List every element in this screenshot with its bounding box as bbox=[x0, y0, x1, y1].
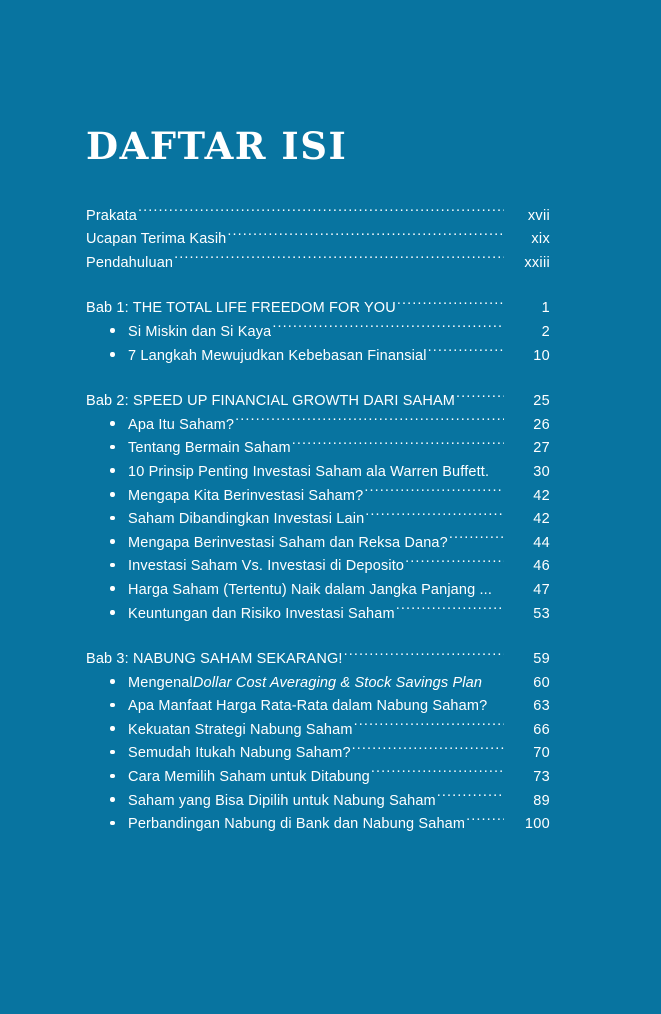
bullet-icon bbox=[110, 787, 128, 811]
toc-entry-label: Kekuatan Strategi Nabung Saham bbox=[128, 721, 353, 738]
dot-leader bbox=[397, 289, 504, 313]
bullet-icon bbox=[110, 529, 128, 553]
dot-leader bbox=[344, 640, 504, 664]
toc-chapter-entry[interactable] bbox=[86, 220, 550, 248]
page-number: 46 bbox=[533, 558, 550, 575]
bullet-icon bbox=[110, 739, 128, 763]
bullet-icon bbox=[110, 505, 128, 529]
toc-group-bab-1 bbox=[86, 289, 550, 364]
dot-leader bbox=[483, 663, 504, 687]
page-title: DAFTAR ISI bbox=[86, 124, 348, 168]
page-number: 30 bbox=[533, 463, 550, 480]
dot-leader bbox=[396, 594, 504, 618]
toc-entry-label: Mengapa Kita Berinvestasi Saham? bbox=[128, 487, 364, 504]
toc-chapter-entry[interactable] bbox=[86, 382, 550, 410]
dot-leader bbox=[405, 547, 504, 571]
toc-group-bab-3 bbox=[86, 640, 550, 833]
toc-entry-label: Harga Saham (Tertentu) Naik dalam Jangka Panjang ... bbox=[128, 581, 493, 598]
bullet-icon bbox=[110, 692, 128, 716]
page-number: 10 bbox=[533, 347, 550, 364]
page-number: xvii bbox=[527, 207, 550, 224]
dot-leader bbox=[437, 781, 504, 805]
dot-leader bbox=[456, 382, 504, 406]
page-number: 44 bbox=[533, 534, 550, 551]
page-number: 59 bbox=[533, 651, 550, 668]
toc-chapter-entry[interactable] bbox=[86, 289, 550, 317]
page-number: xxiii bbox=[524, 254, 550, 271]
page-number: 2 bbox=[541, 323, 550, 340]
page-number: 26 bbox=[533, 416, 550, 433]
bullet-icon bbox=[110, 669, 128, 693]
dot-leader bbox=[428, 336, 504, 360]
toc-entry-label: Bab 3: NABUNG SAHAM SEKARANG! bbox=[86, 651, 343, 668]
toc-chapter-entry[interactable] bbox=[86, 196, 550, 224]
page-number: 1 bbox=[541, 300, 550, 317]
toc-entry-label: Pendahuluan bbox=[86, 254, 174, 271]
dot-leader bbox=[354, 710, 504, 734]
bullet-icon bbox=[110, 600, 128, 624]
page-number: 27 bbox=[533, 440, 550, 457]
toc-entry-label-italic: Dollar Cost Averaging & Stock Savings Plan bbox=[192, 674, 483, 691]
toc-entry-label: Bab 1: THE TOTAL LIFE FREEDOM FOR YOU bbox=[86, 300, 396, 317]
page-number: 42 bbox=[533, 487, 550, 504]
page-number: 100 bbox=[524, 816, 550, 833]
page-number: 53 bbox=[533, 605, 550, 622]
bullet-icon bbox=[110, 576, 128, 600]
dot-leader bbox=[493, 570, 504, 594]
dot-leader bbox=[371, 757, 504, 781]
toc-entry-label: 7 Langkah Mewujudkan Kebebasan Finansial bbox=[128, 347, 427, 364]
toc-list bbox=[86, 196, 550, 833]
bullet-icon bbox=[110, 411, 128, 435]
dot-leader bbox=[466, 805, 504, 829]
toc-entry-label: Apa Itu Saham? bbox=[128, 416, 235, 433]
toc-entry-label: Semudah Itukah Nabung Saham? bbox=[128, 745, 351, 762]
page-number: 60 bbox=[533, 674, 550, 691]
toc-entry-label: Mengapa Berinvestasi Saham dan Reksa Dana? bbox=[128, 534, 448, 551]
dot-leader bbox=[138, 196, 504, 220]
dot-leader bbox=[174, 243, 504, 267]
toc-entry-label: Bab 2: SPEED UP FINANCIAL GROWTH DARI SAHAM bbox=[86, 393, 456, 410]
toc-entry-label: Cara Memilih Saham untuk Ditabung bbox=[128, 769, 370, 786]
dot-leader bbox=[352, 734, 504, 758]
bullet-icon bbox=[110, 318, 128, 342]
toc-group-front-matter bbox=[86, 196, 550, 271]
dot-leader bbox=[235, 405, 504, 429]
bullet-icon bbox=[110, 763, 128, 787]
toc-entry-label: Perbandingan Nabung di Bank dan Nabung Saham bbox=[128, 816, 466, 833]
toc-entry-label: Investasi Saham Vs. Investasi di Deposito bbox=[128, 558, 405, 575]
toc-entry-label: Ucapan Terima Kasih bbox=[86, 231, 227, 248]
page-number: 63 bbox=[533, 698, 550, 715]
toc-entry-label: Apa Manfaat Harga Rata-Rata dalam Nabung Saham? bbox=[128, 698, 488, 715]
bullet-icon bbox=[110, 552, 128, 576]
toc-entry-label: Tentang Bermain Saham bbox=[128, 440, 291, 457]
page-number: 25 bbox=[533, 393, 550, 410]
toc-entry-label: 10 Prinsip Penting Investasi Saham ala Warren Buffett. bbox=[128, 463, 490, 480]
toc-entry-label: Mengenal bbox=[128, 674, 193, 691]
bullet-icon bbox=[110, 716, 128, 740]
page-number: 42 bbox=[533, 511, 550, 528]
toc-entry-label: Keuntungan dan Risiko Investasi Saham bbox=[128, 605, 395, 622]
dot-leader bbox=[227, 220, 504, 244]
dot-leader bbox=[490, 452, 504, 476]
toc-group-bab-2 bbox=[86, 382, 550, 622]
bullet-icon bbox=[110, 482, 128, 506]
toc-entry-label: Saham Dibandingkan Investasi Lain bbox=[128, 511, 365, 528]
toc-entry-label: Prakata bbox=[86, 207, 138, 224]
bullet-icon bbox=[110, 434, 128, 458]
toc-entry-label: Si Miskin dan Si Kaya bbox=[128, 323, 272, 340]
page-number: 73 bbox=[533, 769, 550, 786]
page-number: 89 bbox=[533, 792, 550, 809]
toc-entry-label: Saham yang Bisa Dipilih untuk Nabung Saham bbox=[128, 792, 436, 809]
dot-leader bbox=[449, 523, 504, 547]
dot-leader bbox=[365, 500, 504, 524]
bullet-icon bbox=[110, 458, 128, 482]
page-number: 70 bbox=[533, 745, 550, 762]
dot-leader bbox=[272, 312, 504, 336]
dot-leader bbox=[488, 687, 504, 711]
page-number: 66 bbox=[533, 721, 550, 738]
bullet-icon bbox=[110, 810, 128, 834]
dot-leader bbox=[292, 429, 504, 453]
page-number: 47 bbox=[533, 581, 550, 598]
bullet-icon bbox=[110, 342, 128, 366]
toc-chapter-entry[interactable] bbox=[86, 640, 550, 668]
dot-leader bbox=[364, 476, 504, 500]
page-number: xix bbox=[531, 231, 550, 248]
